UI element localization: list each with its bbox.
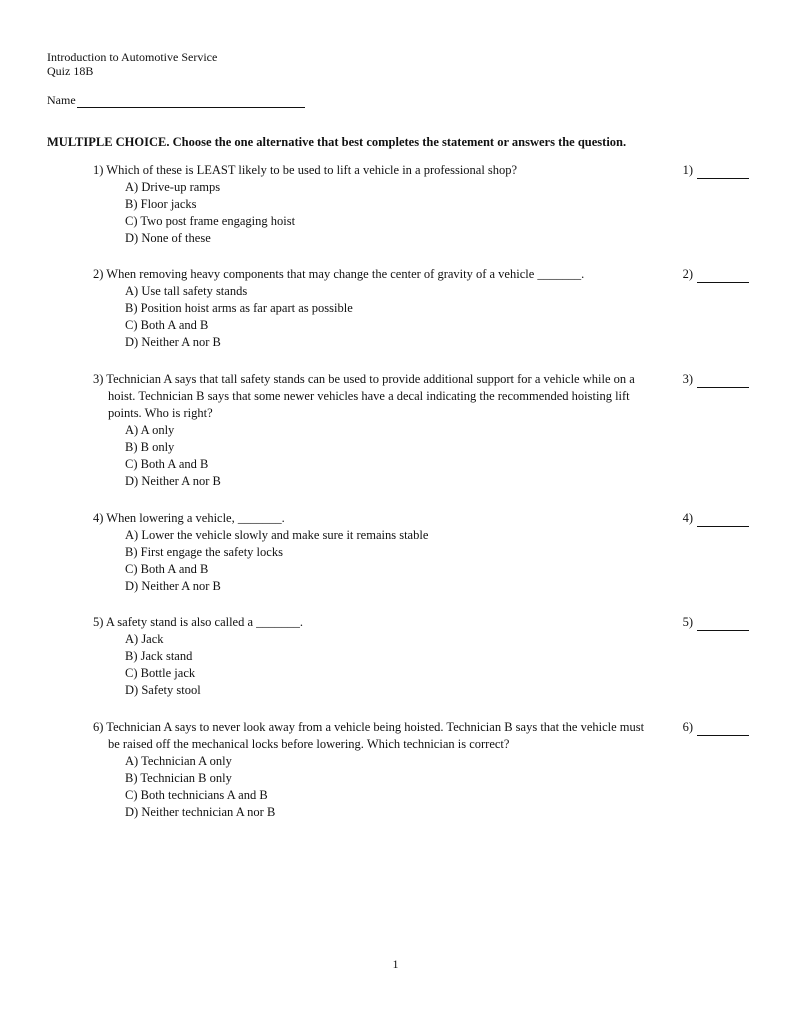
answer-blank[interactable] xyxy=(697,373,749,388)
answer-blank[interactable] xyxy=(697,268,749,283)
choice-item: B) Jack stand xyxy=(125,649,193,663)
choice-list xyxy=(93,179,653,247)
question-5 xyxy=(93,614,653,699)
choice-item: D) Neither A nor B xyxy=(125,579,221,593)
question-stem: 5) A safety stand is also called a _______. xyxy=(93,615,304,629)
choice-item: D) Neither A nor B xyxy=(125,335,221,349)
answer-number: 1) xyxy=(682,163,693,177)
name-row xyxy=(47,93,305,108)
name-label: Name xyxy=(47,93,76,107)
answer-blank[interactable] xyxy=(697,616,749,631)
answer-slot-2 xyxy=(675,266,749,283)
choice-item: C) Both A and B xyxy=(125,318,209,332)
answer-slot-5 xyxy=(675,614,749,631)
choice-item: A) Lower the vehicle slowly and make sure it remains stable xyxy=(125,528,429,542)
choice-item: D) Neither technician A nor B xyxy=(125,805,276,819)
question-stem: 2) When removing heavy components that may change the center of gravity of a vehicle _______. xyxy=(93,267,585,281)
answer-number: 2) xyxy=(682,267,693,281)
instructions: MULTIPLE CHOICE. Choose the one alternative that best completes the statement or answers the question. xyxy=(47,135,627,149)
choice-item: D) None of these xyxy=(125,231,211,245)
choice-item: C) Both technicians A and B xyxy=(125,788,268,802)
choice-item: A) Drive-up ramps xyxy=(125,180,221,194)
choice-list xyxy=(93,422,653,490)
answer-blank[interactable] xyxy=(697,512,749,527)
answer-number: 6) xyxy=(682,720,693,734)
name-field-line[interactable] xyxy=(77,95,305,108)
choice-list xyxy=(93,283,653,351)
choice-item: B) Floor jacks xyxy=(125,197,197,211)
quiz-title: Quiz 18B xyxy=(47,64,94,78)
answer-number: 3) xyxy=(682,372,693,386)
choice-item: C) Both A and B xyxy=(125,457,209,471)
choice-item: A) Use tall safety stands xyxy=(125,284,248,298)
question-3 xyxy=(93,371,653,490)
choice-item: A) Technician A only xyxy=(125,754,232,768)
question-6 xyxy=(93,719,653,821)
choice-item: C) Both A and B xyxy=(125,562,209,576)
answer-slot-4 xyxy=(675,510,749,527)
question-stem: 4) When lowering a vehicle, _______. xyxy=(93,511,285,525)
answer-slot-1 xyxy=(675,162,749,179)
choice-item: C) Two post frame engaging hoist xyxy=(125,214,296,228)
question-2 xyxy=(93,266,653,351)
choice-item: B) First engage the safety locks xyxy=(125,545,283,559)
question-stem: 1) Which of these is LEAST likely to be used to lift a vehicle in a professional shop? xyxy=(93,163,518,177)
choice-item: D) Neither A nor B xyxy=(125,474,221,488)
choice-list xyxy=(93,631,653,699)
choice-item: A) A only xyxy=(125,423,175,437)
answer-slot-6 xyxy=(675,719,749,736)
question-4 xyxy=(93,510,653,595)
choice-item: D) Safety stool xyxy=(125,683,201,697)
answer-slot-3 xyxy=(675,371,749,388)
choice-item: B) B only xyxy=(125,440,175,454)
page-number: 1 xyxy=(392,957,399,971)
choice-list xyxy=(93,527,653,595)
answer-number: 4) xyxy=(682,511,693,525)
answer-number: 5) xyxy=(682,615,693,629)
choice-item: B) Technician B only xyxy=(125,771,232,785)
choice-item: A) Jack xyxy=(125,632,164,646)
answer-blank[interactable] xyxy=(697,164,749,179)
choice-list xyxy=(93,753,653,821)
course-title: Introduction to Automotive Service xyxy=(47,50,218,64)
answer-blank[interactable] xyxy=(697,721,749,736)
choice-item: B) Position hoist arms as far apart as possible xyxy=(125,301,353,315)
question-stem: 6) Technician A says to never look away from a vehicle being hoisted. Technician B says that the vehicle must be raised off the mechanical locks before lowering. Which technician is correct? xyxy=(93,720,645,751)
choice-item: C) Bottle jack xyxy=(125,666,196,680)
question-1 xyxy=(93,162,653,247)
question-stem: 3) Technician A says that tall safety stands can be used to provide additional support for a vehicle while on a hoist. Technician B says that some newer vehicles have a decal indicating the recommended hoisting lift points. Who is right? xyxy=(93,372,635,420)
